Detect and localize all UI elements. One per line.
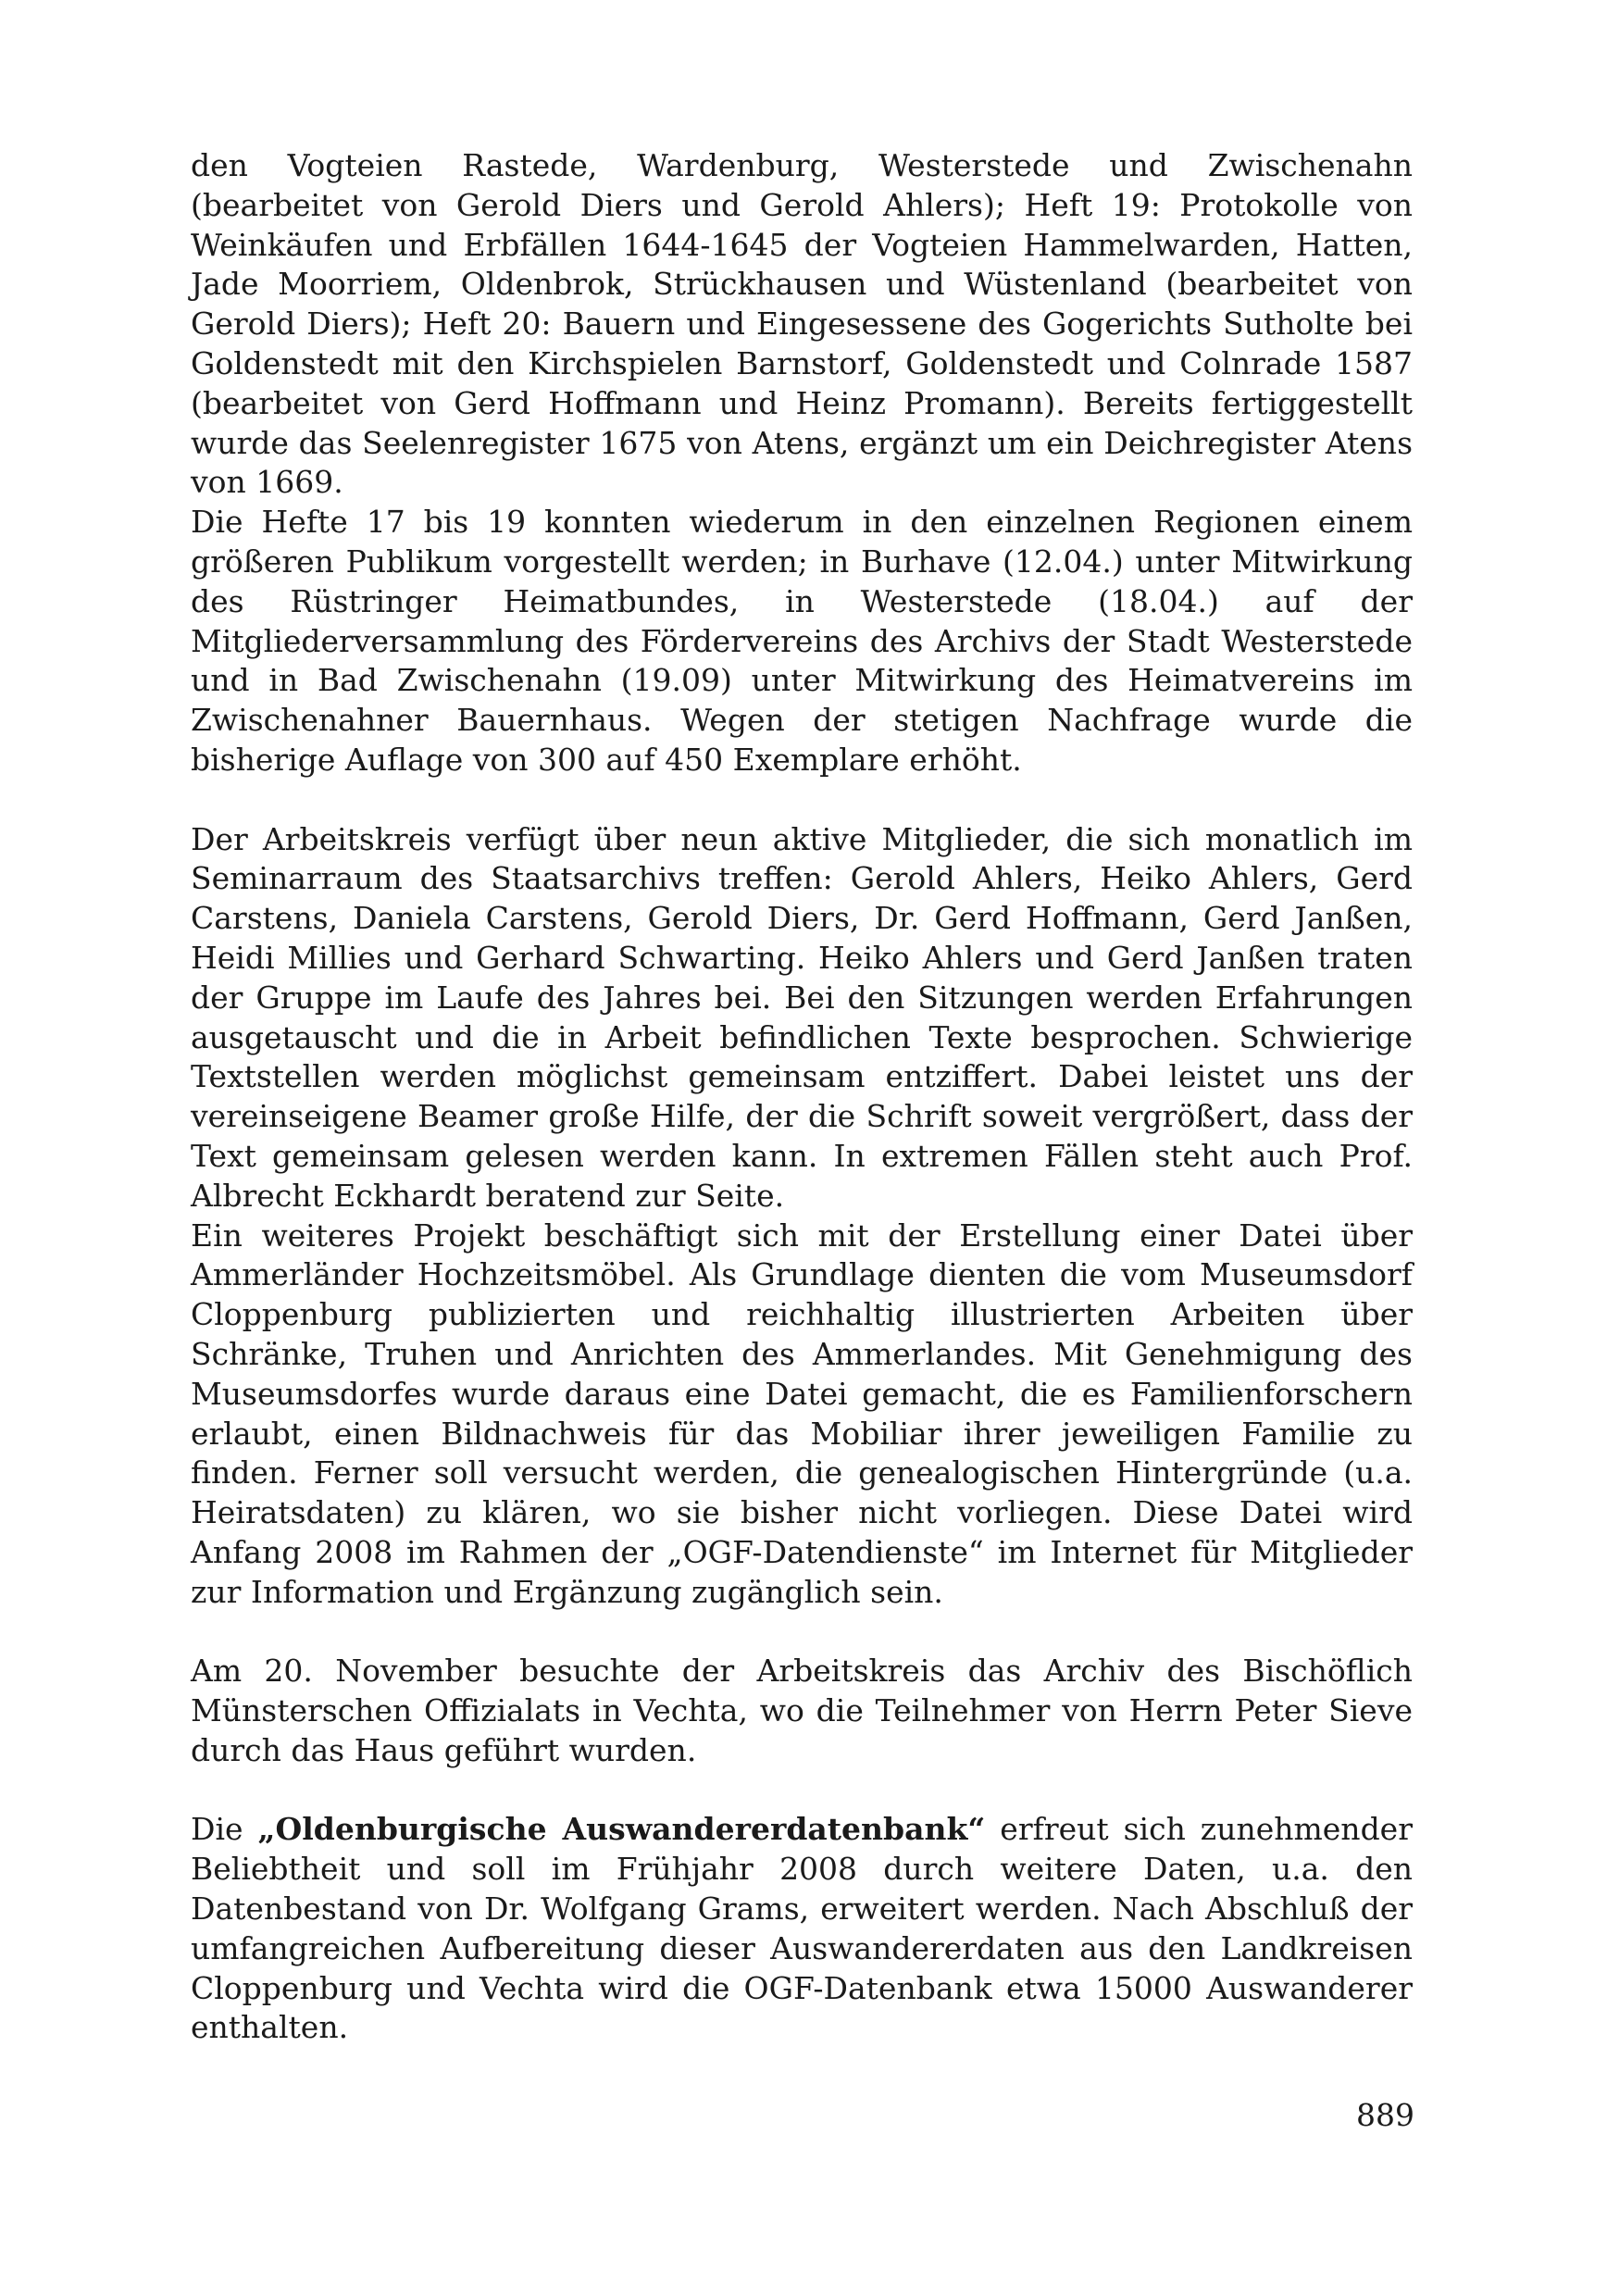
page-body bbox=[191, 146, 1413, 2048]
paragraph-publications: den Vogteien Rastede, Wardenburg, Westerstede und Zwischenahn (bearbeitet von Gerold Diers und Gerold Ahlers); Heft 19: Protokolle von Weinkäufen und Erbfällen 1644-1645 der Vogteien Hammelwarden, Hatten, Jade Moorriem, Oldenbrok, Strückhausen und Wüstenland (bearbeitet von Gerold Diers); Heft 20: Bauern und Eingesessene des Gogerichts Sutholte bei Goldenstedt mit den Kirchspielen Barnstorf, Goldenstedt und Colnrade 1587 (bearbeitet von Gerd Hoffmann und Heinz Promann). Bereits fertiggestellt wurde das Seelenregister 1675 von Atens, ergänzt um ein Deichregister Atens von 1669. bbox=[191, 147, 1413, 501]
page-number: 889 bbox=[1356, 2097, 1414, 2133]
paragraph-emigrant-database bbox=[191, 1810, 1413, 2048]
paragraph-emigrant-rest: erfreut sich zunehmender Beliebtheit und soll im Frühjahr 2008 durch weitere Daten, u.a. den Datenbestand von Dr. Wolfgang Grams, erweitert werden. Nach Abschluß der umfangreichen Aufbereitung dieser Auswandererdaten aus den Landkreisen Cloppenburg und Vechta wird die OGF-Datenbank etwa 15000 Auswanderer enthalten. bbox=[191, 1811, 1413, 2046]
paragraph-emigrant-lead: Die bbox=[191, 1811, 258, 1848]
paragraph-vechta-visit: Am 20. November besuchte der Arbeitskreis das Archiv des Bischöflich Münsterschen Offizialats in Vechta, wo die Teilnehmer von Herrn Peter Sieve durch das Haus geführt wurden. bbox=[191, 1653, 1413, 1768]
paragraph-presentations: Die Hefte 17 bis 19 konnten wiederum in den einzelnen Regionen einem größeren Publikum vorgestellt werden; in Burhave (12.04.) unter Mitwirkung des Rüstringer Heimatbundes, in Westerstede (18.04.) auf der Mitgliederversammlung des Fördervereins des Archivs der Stadt Westerstede und in Bad Zwischenahn (19.09) unter Mitwirkung des Heimatvereins im Zwischenahner Bauernhaus. Wegen der stetigen Nachfrage wurde die bisherige Auflage von 300 auf 450 Exemplare erhöht. bbox=[191, 504, 1413, 778]
paragraph-members: Der Arbeitskreis verfügt über neun aktive Mitglieder, die sich monatlich im Seminarraum des Staatsarchivs treffen: Gerold Ahlers, Heiko Ahlers, Gerd Carstens, Daniela Carstens, Gerold Diers, Dr. Gerd Hoffmann, Gerd Janßen, Heidi Millies und Gerhard Schwarting. Heiko Ahlers und Gerd Janßen traten der Gruppe im Laufe des Jahres bei. Bei den Sitzungen werden Erfahrungen ausgetauscht und die in Arbeit befindlichen Texte besprochen. Schwierige Textstellen werden möglichst gemeinsam entziffert. Dabei leistet uns der vereinseigene Beamer große Hilfe, der die Schrift soweit vergrößert, dass der Text gemeinsam gelesen werden kann. In extremen Fällen steht auch Prof. Albrecht Eckhardt beratend zur Seite. bbox=[191, 820, 1413, 1214]
emigrant-database-title: „Oldenburgische Auswandererdatenbank“ bbox=[257, 1811, 986, 1848]
paragraph-furniture-project: Ein weiteres Projekt beschäftigt sich mit der Erstellung einer Datei über Ammerländer Hochzeitsmöbel. Als Grundlage dienten die vom Museumsdorf Cloppenburg publizierten und reichhaltig illustrierten Arbeiten über Schränke, Truhen und Anrichten des Ammerlandes. Mit Genehmigung des Museumsdorfes wurde daraus eine Datei gemacht, die es Familienforschern erlaubt, einen Bildnachweis für das Mobiliar ihrer jeweiligen Familie zu finden. Ferner soll versucht werden, die genealogischen Hintergründe (u.a. Heiratsdaten) zu klären, wo sie bisher nicht vorliegen. Diese Datei wird Anfang 2008 im Rahmen der „OGF-Datendienste“ im Internet für Mitglieder zur Information und Ergänzung zugänglich sein. bbox=[191, 1217, 1413, 1610]
